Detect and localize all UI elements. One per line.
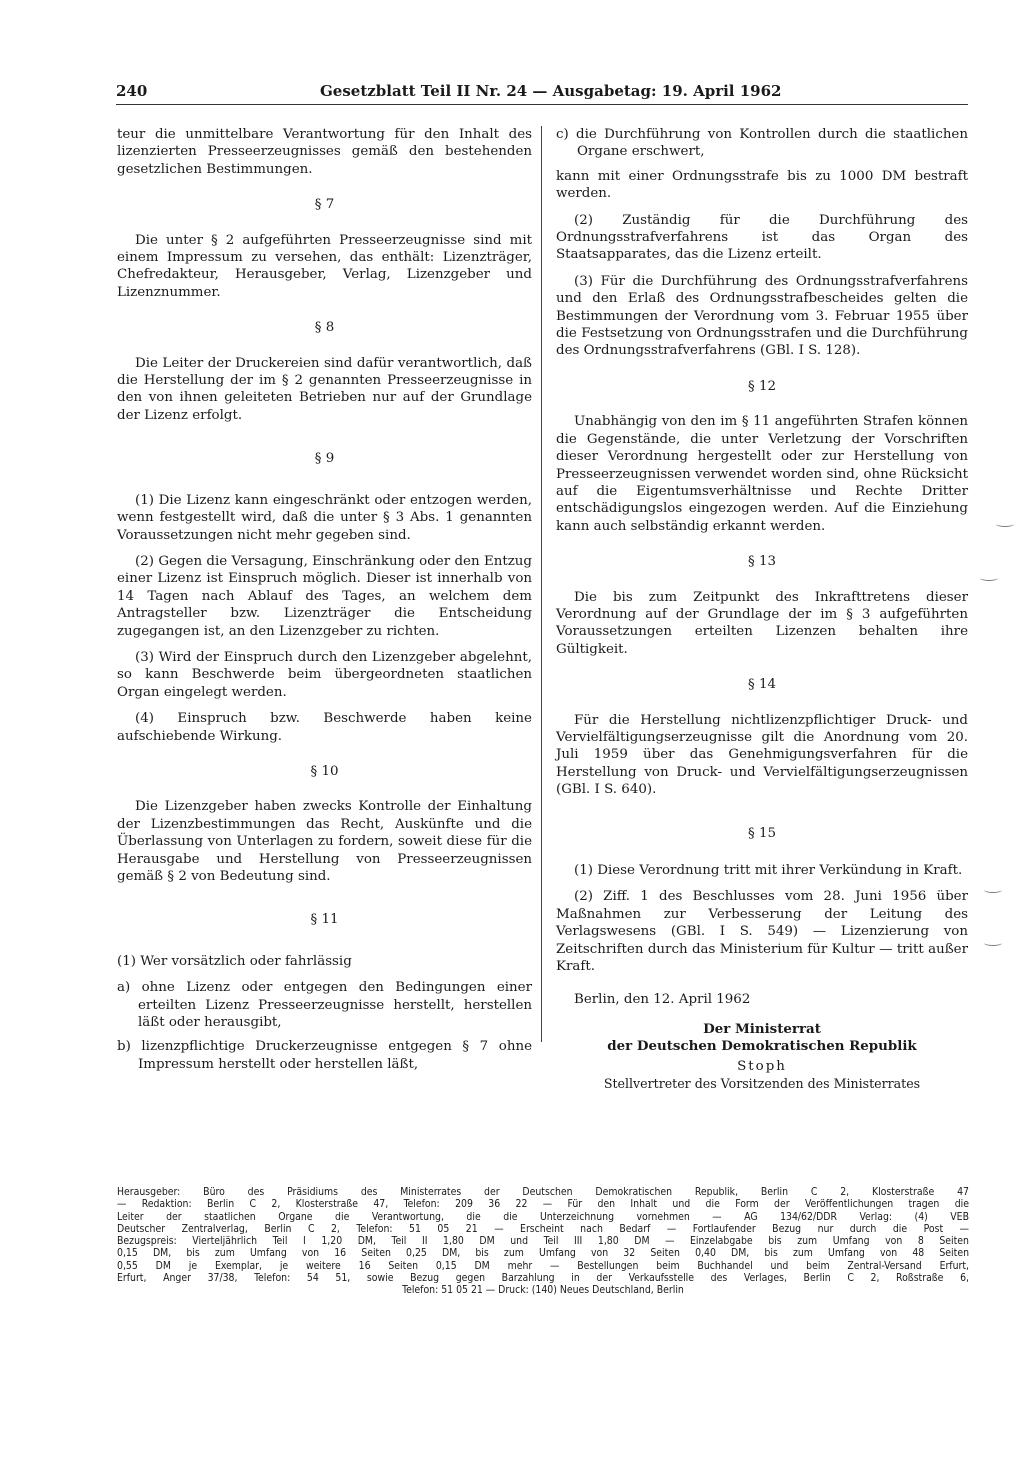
section-9-para-1: (1) Die Lizenz kann eingeschränkt oder entzogen werden, wenn festgestellt wird, daß die unter § 3 Abs. 1 genannten Voraussetzungen nicht mehr gegeben sind.	[117, 492, 532, 543]
section-11-item-b: b) lizenzpflichtige Druckerzeugnisse entgegen § 7 ohne Impressum herstellt oder herstellen läßt,	[117, 1039, 532, 1072]
margin-mark	[980, 575, 998, 581]
section-9-para-3: (3) Wird der Einspruch durch den Lizenzgeber abgelehnt, so kann Beschwerde beim übergeordneten staatlichen Organ eingelegt werden.	[117, 649, 532, 700]
signatory-name: Stoph	[737, 1058, 787, 1074]
left-column	[117, 126, 532, 1080]
section-heading-7: § 7	[314, 197, 335, 213]
signature-issuer-line-1: Der Ministerrat	[703, 1020, 821, 1037]
imprint-line-2: — Redaktion: Berlin C 2, Klosterstraße 47, Telefon: 209 36 22 — Für den Inhalt und die Form der Veröffentlichungen tragen die	[117, 1198, 969, 1211]
section-heading-9: § 9	[314, 451, 335, 467]
imprint-line-5: Bezugspreis: Vierteljährlich Teil I 1,20 DM, Teil II 1,80 DM und Teil III 1,80 DM — Einzelabgabe bis zum Umfang von 8 Seiten	[117, 1235, 969, 1248]
section-heading-12: § 12	[748, 378, 776, 394]
margin-mark	[984, 940, 1002, 946]
section-9-para-2: (2) Gegen die Versagung, Einschränkung oder den Entzug einer Lizenz ist Einspruch möglich. Dieser ist innerhalb von 14 Tagen nach Ablauf des Tages, an welchem dem Antragsteller bzw. Lizenzträger die Entscheidung zugegangen ist, an den Lizenzgeber zu richten.	[117, 553, 532, 639]
section-10-text: Die Lizenzgeber haben zwecks Kontrolle der Einhaltung der Lizenzbestimmungen das Recht, Auskünfte und die Überlassung von Unterlagen zu fordern, soweit diese für die Herausgabe und Herstellung von Presseerzeugnissen gemäß § 2 von Bedeutung sind.	[117, 799, 532, 884]
imprint-line-6: 0,15 DM, bis zum Umfang von 16 Seiten 0,25 DM, bis zum Umfang von 32 Seiten 0,40 DM, bis zum Umfang von 48 Seiten	[117, 1247, 969, 1260]
section-heading-14: § 14	[748, 677, 776, 693]
signature-issuer-line-2: der Deutschen Demokratischen Republik	[607, 1038, 917, 1055]
margin-mark	[996, 521, 1014, 527]
section-11-item-c: c) die Durchführung von Kontrollen durch die staatlichen Organe erschwert,	[556, 127, 968, 160]
page-number: 240	[116, 82, 148, 100]
section-heading-8: § 8	[314, 320, 335, 336]
section-12-text: Unabhängig von den im § 11 angeführten Strafen können die Gegenstände, die unter Verletzung der Vorschriften dieser Verordnung hergestellt oder zur Herstellung von Presseerzeugnissen verwendet worden sind, ohne Rücksicht auf die Eigentumsverhältnisse und Rechte Dritter entschädigungslos eingezogen werden. Auf die Einziehung kann auch selbständig erkannt werden.	[556, 414, 968, 534]
section-heading-15: § 15	[748, 825, 776, 841]
section-11-continuation: kann mit einer Ordnungsstrafe bis zu 1000 DM bestraft werden.	[556, 168, 968, 202]
section-15-para-2: (2) Ziff. 1 des Beschlusses vom 28. Juni 1956 über Maßnahmen zur Verbesserung der Leitung des Verlagswesens (GBl. I S. 549) — Lizenzierung von Zeitschriften durch das Ministerium für Kultur — tritt außer Kraft.	[556, 889, 968, 975]
header-rule	[116, 104, 968, 105]
section-11-para-1: (1) Wer vorsätzlich oder fahrlässig	[117, 953, 352, 969]
section-14-text: Für die Herstellung nichtlizenzpflichtiger Druck- und Vervielfältigungserzeugnisse gilt die Anordnung vom 20. Juli 1959 über das Genehmigungsverfahren für die Herstellung von Druck- und Vervielfältigungserzeugnissen (GBl. I S. 640).	[556, 712, 968, 798]
section-8-text: Die Leiter der Druckereien sind dafür verantwortlich, daß die Herstellung der im § 2 genannten Presseerzeugnisse in den von ihnen geleiteten Betrieben nur auf der Grundlage der Lizenz erfolgt.	[117, 355, 532, 423]
section-7-text: Die unter § 2 aufgeführten Presseerzeugnisse sind mit einem Impressum zu versehen, das enthält: Lizenzträger, Chefredakteur, Herausgeber, Verlag, Lizenzgeber und Lizenznummer.	[117, 232, 532, 300]
imprint-line-8: Erfurt, Anger 37/38, Telefon: 54 51, sowie Bezug gegen Barzahlung in der Verkaufsstelle des Verlages, Berlin C 2, Roßstraße 6,	[117, 1272, 969, 1285]
right-column	[556, 126, 968, 1092]
imprint-line-3: Leiter der staatlichen Organe die Verantwortung, die die Unterzeichnung vornehmen — AG 134/62/DDR Verlag: (4) VEB	[117, 1210, 969, 1223]
running-head: Gesetzblatt Teil II Nr. 24 — Ausgabetag: 19. April 1962	[320, 82, 782, 100]
margin-mark	[984, 887, 1002, 893]
section-9-para-4: (4) Einspruch bzw. Beschwerde haben keine aufschiebende Wirkung.	[117, 711, 532, 744]
imprint-line-1: Herausgeber: Büro des Präsidiums des Ministerrates der Deutschen Demokratischen Republik, Berlin C 2, Klosterstraße 47	[117, 1186, 969, 1198]
section-heading-11: § 11	[310, 912, 339, 928]
section-11-para-3: (3) Für die Durchführung des Ordnungsstrafverfahrens und den Erlaß des Ordnungsstrafbescheides gelten die Bestimmungen der Verordnung vom 3. Februar 1955 über die Festsetzung von Ordnungsstrafen und die Durchführung des Ordnungsstrafverfahrens (GBl. I S. 128).	[556, 273, 968, 359]
section-11-item-a: a) ohne Lizenz oder entgegen den Bedingungen einer erteilten Lizenz Presseerzeugnisse herstellt, herstellen läßt oder herausgibt,	[117, 980, 532, 1031]
imprint-line-4: Deutscher Zentralverlag, Berlin C 2, Telefon: 51 05 21 — Erscheint nach Bedarf — Fortlaufender Bezug nur durch die Post —	[117, 1222, 969, 1235]
imprint-line-9: Telefon: 51 05 21 — Druck: (140) Neues Deutschland, Berlin	[402, 1284, 684, 1297]
section-heading-10: § 10	[310, 763, 339, 779]
page-header	[116, 82, 968, 104]
section-13-text: Die bis zum Zeitpunkt des Inkrafttretens dieser Verordnung auf der Grundlage der im § 3 aufgeführten Voraussetzungen erteilten Lizenzen behalten ihre Gültigkeit.	[556, 589, 968, 657]
section-15-para-1: (1) Diese Verordnung tritt mit ihrer Verkündung in Kraft.	[574, 863, 963, 878]
imprint-block	[117, 1186, 969, 1297]
paragraph-intro: teur die unmittelbare Verantwortung für den Inhalt des lizenzierten Presseerzeugnisses gemäß den bestehenden gesetzlichen Bestimmungen.	[117, 127, 532, 177]
column-divider	[541, 126, 542, 1042]
signatory-role: Stellvertreter des Vorsitzenden des Ministerrates	[603, 1076, 921, 1092]
section-heading-13: § 13	[748, 554, 776, 570]
signature-date: Berlin, den 12. April 1962	[574, 992, 751, 1008]
imprint-line-7: 0,55 DM je Exemplar, je weitere 16 Seiten 0,15 DM mehr — Bestellungen beim Buchhandel und beim Zentral-Versand Erfurt,	[117, 1259, 969, 1272]
section-11-para-2: (2) Zuständig für die Durchführung des Ordnungsstrafverfahrens ist das Organ des Staatsapparates, das die Lizenz erteilt.	[556, 212, 968, 263]
